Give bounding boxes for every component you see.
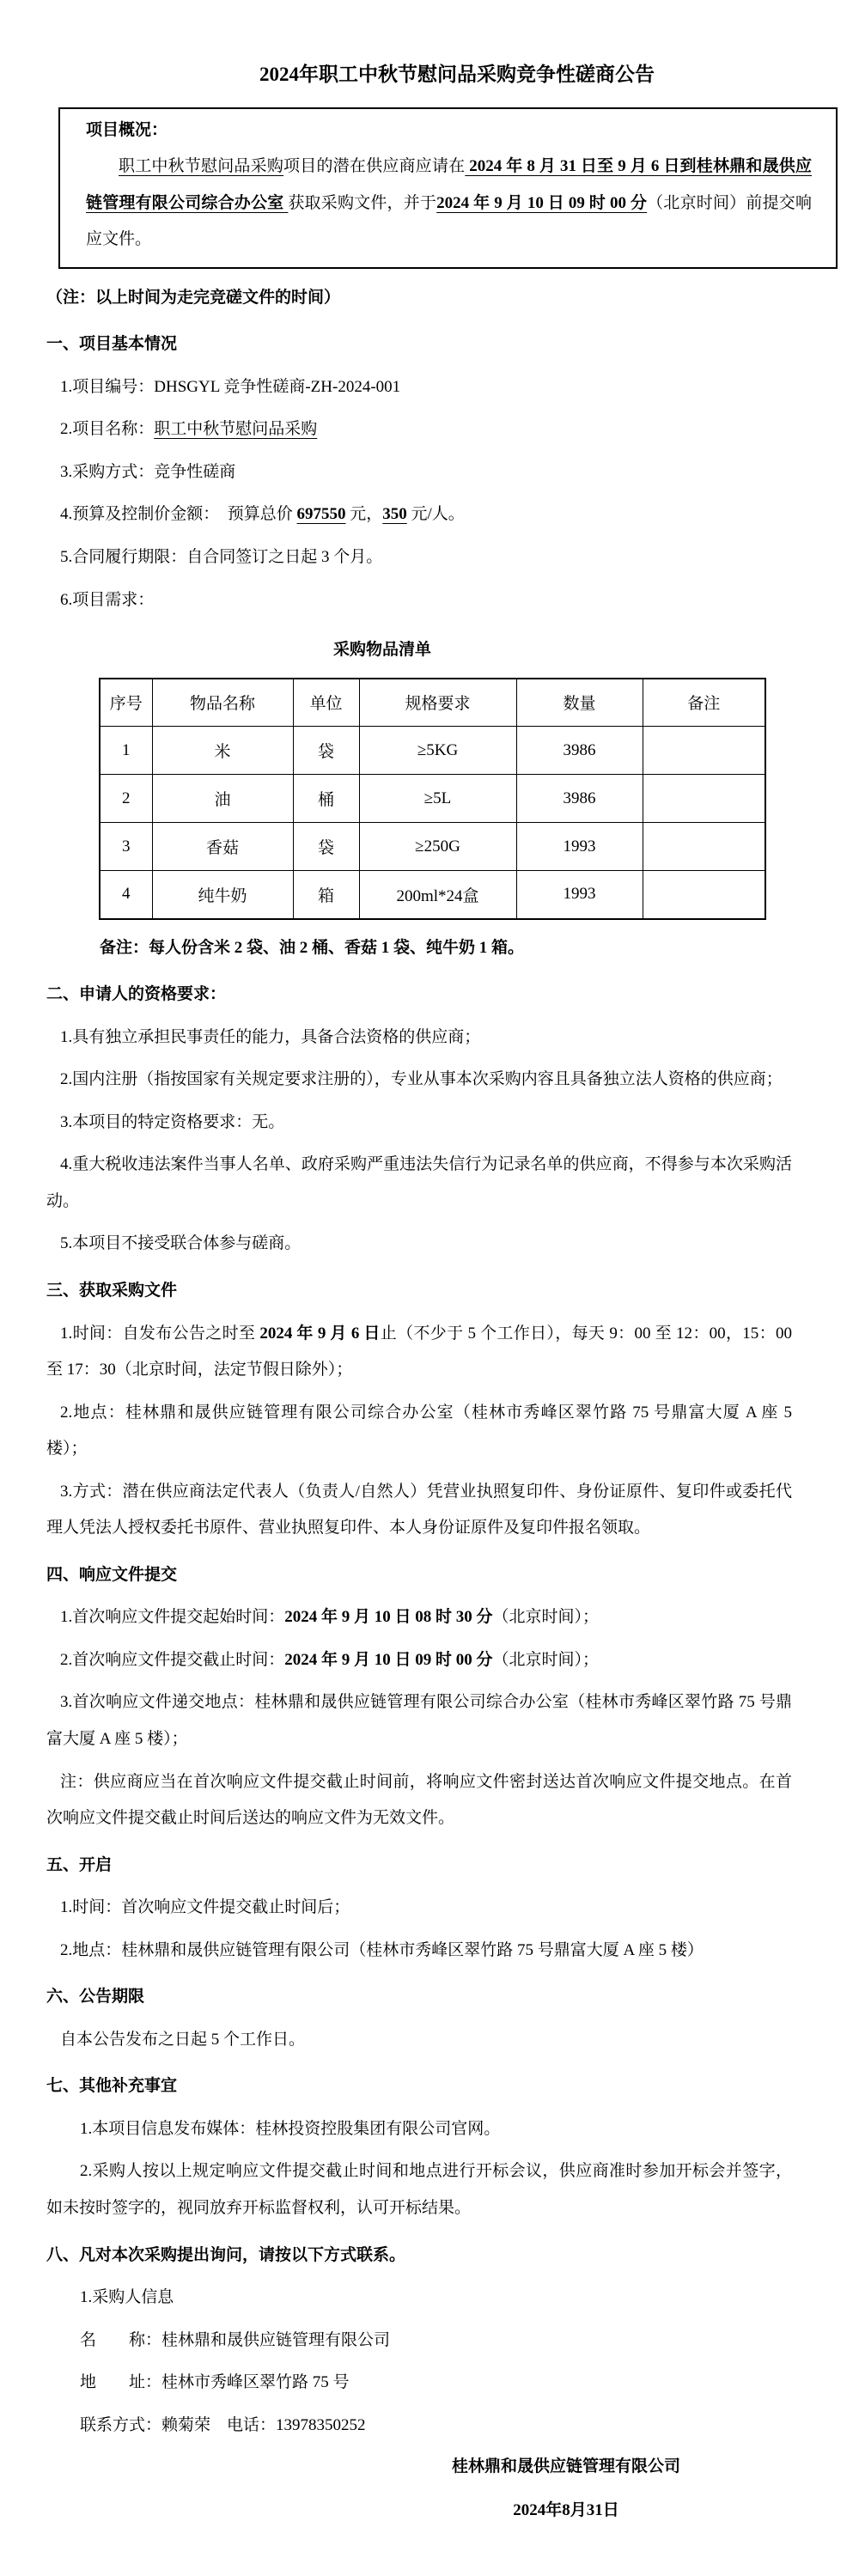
signature-company: 桂林鼎和晟供应链管理有限公司 [451, 2457, 680, 2476]
label-text: 元/人。 [406, 505, 465, 524]
budget-line [46, 496, 792, 533]
col-header-index: 序号 [100, 679, 152, 727]
col-header-unit: 单位 [293, 679, 359, 727]
obtain-period-underlined: 2024 年 8 月 31 日至 9 月 6 日到桂林鼎和晟供应链管理有限公司综合办公室 [86, 157, 812, 212]
section-3-heading: 三、获取采购文件 [46, 1281, 178, 1300]
purchaser-address: 地 址：桂林市秀峰区翠竹路 75 号 [80, 2373, 350, 2392]
table-cell: ≥5KG [359, 727, 516, 775]
table-header-row [100, 679, 765, 727]
submit-deadline-datetime: 2024 年 9 月 10 日 09 时 00 分 [284, 1650, 493, 1669]
submit-location-item: 3.首次响应文件递交地点：桂林鼎和晟供应链管理有限公司综合办公室（桂林市秀峰区翠竹路 75 号鼎富大厦 A 座 5 楼）； [46, 1693, 792, 1748]
section-7-heading: 七、其他补充事宜 [46, 2077, 178, 2096]
procurement-items-table [99, 678, 766, 920]
table-cell: 袋 [293, 727, 359, 775]
purchaser-name: 名 称：桂林鼎和晟供应链管理有限公司 [80, 2330, 391, 2349]
submit-note: 注：供应商应当在首次响应文件提交截止时间前，将响应文件密封送达首次响应文件提交地点。在首次响应文件提交截止时间后送达的响应文件为无效文件。 [46, 1772, 792, 1828]
table-row [100, 823, 765, 871]
table-cell: 桶 [293, 775, 359, 823]
obtain-method-item: 3.方式：潜在供应商法定代表人（负责人/自然人）凭营业执照复印件、身份证原件、复印件或委托代理人凭法人授权委托书原件、营业执照复印件、本人身份证原件及复印件报名领取。 [46, 1482, 792, 1538]
budget-per-person-value: 350 [382, 505, 407, 524]
section-4-heading: 四、响应文件提交 [46, 1565, 178, 1584]
qualification-item: 1.具有独立承担民事责任的能力，具备合法资格的供应商； [60, 1027, 481, 1046]
obtain-location-item: 2.地点：桂林鼎和晟供应链管理有限公司综合办公室（桂林市秀峰区翠竹路 75 号鼎富大厦 A 座 5 楼）； [46, 1403, 792, 1459]
qualification-item: 3.本项目的特定资格要求：无。 [60, 1112, 285, 1131]
purchaser-info-subheading: 1.采购人信息 [80, 2288, 174, 2307]
budget-total-value: 697550 [296, 505, 346, 524]
col-header-item: 物品名称 [152, 679, 293, 727]
label-text: 2.项目名称： [60, 420, 155, 439]
project-number: 1.项目编号：DHSGYL 竞争性磋商-ZH-2024-001 [60, 377, 401, 396]
table-cell: 香菇 [152, 823, 293, 871]
overview-paragraph [86, 149, 812, 259]
col-header-spec: 规格要求 [359, 679, 516, 727]
purchaser-contact: 联系方式：赖菊荣 电话：13978350252 [80, 2415, 366, 2434]
table-row [100, 775, 765, 823]
label-text: 2.首次响应文件提交截止时间： [60, 1650, 285, 1669]
label-text: 1.首次响应文件提交起始时间： [60, 1608, 285, 1627]
table-cell: 2 [100, 775, 152, 823]
table-row [100, 727, 765, 775]
time-note: （注：以上时间为走完竞磋文件的时间） [46, 288, 341, 307]
label-text: （北京时间）； [492, 1608, 600, 1627]
table-cell: 油 [152, 775, 293, 823]
qualification-item: 4.重大税收违法案件当事人名单、政府采购严重违法失信行为记录名单的供应商，不得参与本次采购活动。 [46, 1155, 792, 1210]
col-header-remark: 备注 [643, 679, 765, 727]
section-1-heading: 一、项目基本情况 [46, 335, 178, 354]
table-cell: 纯牛奶 [152, 871, 293, 919]
table-remark: 备注：每人份含米 2 袋、油 2 桶、香菇 1 袋、纯牛奶 1 箱。 [100, 938, 525, 957]
table-cell: 4 [100, 871, 152, 919]
project-name-value: 职工中秋节慰问品采购 [154, 420, 318, 439]
overview-text: （北京时间）前提交响应文件。 [86, 193, 812, 249]
table-cell: 1993 [516, 823, 643, 871]
bid-opening-rule-item: 2.采购人按以上规定响应文件提交截止时间和地点进行开标会议，供应商准时参加开标会并签字，如未按时签字的，视同放弃开标监督权利，认可开标结果。 [46, 2162, 792, 2218]
table-cell [643, 823, 765, 871]
opening-time-item: 1.时间：首次响应文件提交截止时间后； [60, 1898, 350, 1917]
table-cell [643, 871, 765, 919]
table-title: 采购物品清单 [332, 641, 431, 660]
table-cell [643, 775, 765, 823]
table-cell: 箱 [293, 871, 359, 919]
procurement-method: 3.采购方式：竞争性磋商 [60, 462, 236, 481]
table-cell [643, 727, 765, 775]
submit-start-datetime: 2024 年 9 月 10 日 08 时 30 分 [284, 1608, 493, 1627]
section-2-heading: 二、申请人的资格要求： [46, 985, 227, 1004]
label-text: 1.时间：自发布公告之时至 [60, 1324, 260, 1343]
project-overview-box [58, 107, 838, 269]
table-cell: 3986 [516, 775, 643, 823]
announcement-period: 自本公告发布之日起 5 个工作日。 [60, 2030, 306, 2049]
obtain-time-item [46, 1316, 792, 1389]
media-item: 1.本项目信息发布媒体：桂林投资控股集团有限公司官网。 [80, 2119, 501, 2138]
project-name-underlined: 职工中秋节慰问品采购 [119, 157, 284, 176]
submit-deadline-item [46, 1642, 792, 1679]
overview-text: 获取采购文件，并于 [288, 193, 437, 212]
qualification-item: 2.国内注册（指按国家有关规定要求注册的），专业从事本次采购内容且具备独立法人资格的供应商； [60, 1070, 783, 1089]
opening-location-item: 2.地点：桂林鼎和晟供应链管理有限公司（桂林市秀峰区翠竹路 75 号鼎富大厦 A 座 5 楼） [60, 1940, 704, 1959]
label-text: 止（不少于 5 个工作日），每天 9：00 至 12：00，15：00 至 17：30（北京时间，法定节假日除外）； [46, 1324, 792, 1379]
table-cell: 1993 [516, 871, 643, 919]
col-header-qty: 数量 [516, 679, 643, 727]
page-title: 2024年职工中秋节慰问品采购竞争性磋商公告 [259, 64, 655, 85]
table-cell: 3 [100, 823, 152, 871]
project-requirements: 6.项目需求： [60, 590, 155, 609]
label-text: 4.预算及控制价金额： 预算总价 [60, 505, 297, 524]
table-cell: ≥250G [359, 823, 516, 871]
section-6-heading: 六、公告期限 [46, 1988, 145, 2007]
label-text: （北京时间）； [492, 1650, 600, 1669]
signature-block [326, 2449, 807, 2529]
submit-deadline-underlined: 2024 年 9 月 10 日 09 时 00 分 [436, 193, 648, 212]
table-cell: 200ml*24盒 [359, 871, 516, 919]
section-8-heading: 八、凡对本次采购提出询问，请按以下方式联系。 [46, 2245, 406, 2264]
obtain-deadline-date: 2024 年 9 月 6 日 [259, 1324, 381, 1343]
overview-text: 项目的潜在供应商应请在 [283, 157, 466, 176]
table-cell: ≥5L [359, 775, 516, 823]
signature-date: 2024年8月31日 [513, 2500, 619, 2519]
section-5-heading: 五、开启 [46, 1855, 113, 1874]
table-row [100, 871, 765, 919]
table-cell: 1 [100, 727, 152, 775]
qualification-item: 5.本项目不接受联合体参与磋商。 [60, 1234, 302, 1253]
table-cell: 袋 [293, 823, 359, 871]
project-name-line [46, 411, 792, 448]
overview-heading: 项目概况： [86, 120, 168, 139]
label-text: 元， [345, 505, 383, 524]
contract-period: 5.合同履行期限：自合同签订之日起 3 个月。 [60, 547, 383, 566]
submit-start-item [46, 1599, 792, 1636]
table-cell: 3986 [516, 727, 643, 775]
table-cell: 米 [152, 727, 293, 775]
